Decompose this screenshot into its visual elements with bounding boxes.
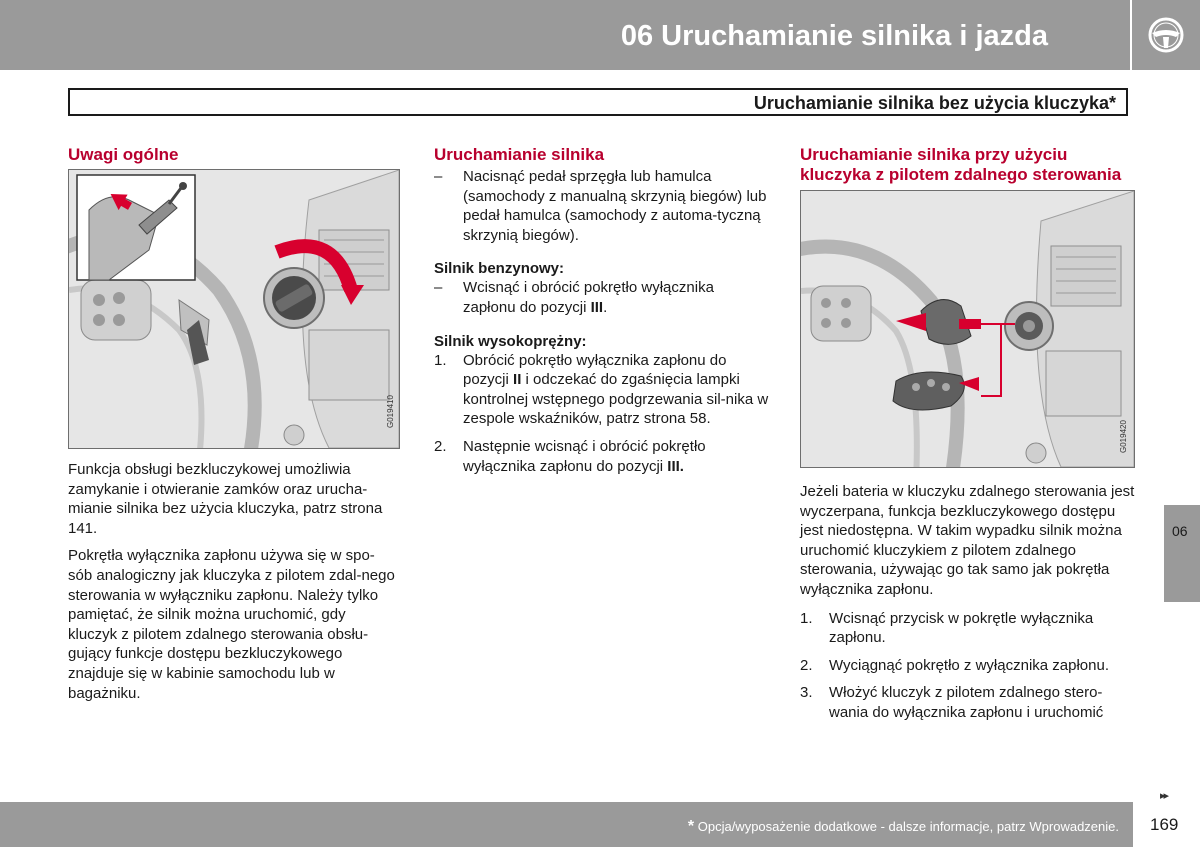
steering-wheel-icon — [1146, 15, 1186, 55]
footer-note — [688, 818, 1119, 836]
step-number: 2. — [434, 437, 447, 455]
step-number: 3. — [800, 684, 813, 702]
chapter-title: 06 Uruchamianie silnika i jazda — [620, 20, 1048, 52]
chapter-side-tab — [1164, 505, 1200, 602]
chapter-icon-box — [1132, 0, 1200, 70]
dash-marker: – — [434, 168, 443, 185]
list-item-text: Następnie wcisnąć i obrócić pokrętło wyłącznika zapłonu do pozycji — [463, 437, 706, 475]
figure-ignition-knob — [68, 169, 400, 449]
list-item-text: Obrócić pokrętło wyłącznika zapłonu do pozycji — [463, 351, 727, 389]
step-number: 2. — [800, 656, 813, 674]
figure-code: G019410 — [386, 395, 395, 428]
chapter-header-bar — [0, 0, 1130, 70]
ignition-knob-illustration — [69, 170, 399, 448]
section-title: Uruchamianie silnika bez użycia kluczyka* — [753, 93, 1116, 113]
chapter-tab-label: 06 — [1172, 523, 1188, 539]
list-item-text-end: i odczekać do zgaśnięcia lampki kontrolnej wstępnego podgrzewania sil-nika w zespole wskaźników, patrz strona 58. — [463, 371, 769, 428]
section-title-box — [68, 88, 1128, 116]
heading-start-with-remote-key: Uruchamianie silnika przy użyciu kluczyka z pilotem zdalnego sterowania — [800, 145, 1122, 184]
paragraph-keyless-intro: Funkcja obsługi bezkluczykowej umożliwia zamykanie i otwieranie zamków oraz urucha-mianie silnika bez użycia kluczyka, patrz strona 141. — [68, 461, 383, 537]
figure-code: G019420 — [1119, 420, 1128, 453]
position-label: II — [513, 371, 522, 389]
step-number: 1. — [800, 609, 813, 627]
position-label: III. — [667, 457, 684, 475]
list-item-text-end: . — [603, 298, 608, 316]
list-item-text: Wcisnąć przycisk w pokrętle wyłącznika zapłonu. — [829, 609, 1094, 647]
paragraph-ignition-knob: Pokrętła wyłącznika zapłonu używa się w spo-sób analogiczny jak kluczyka z pilotem zdal-nego sterowania w wyłączniku zapłonu. Należy tylko pamiętać, że silnik można uruchomić, gdy kluczyk z pilotem zdalnego sterowania obsłu-gujący funkcje dostępu bezkluczykowego znajduje się w kabinie samochodu lub w bagażniku. — [68, 547, 395, 702]
heading-diesel-engine: Silnik wysokoprężny: — [434, 332, 587, 350]
heading-general-notes: Uwagi ogólne — [68, 145, 179, 164]
list-item — [800, 683, 1135, 722]
asterisk-marker: * — [687, 818, 695, 835]
column-engine-start — [434, 145, 769, 476]
list-item — [800, 656, 1135, 676]
step-number: 1. — [434, 351, 447, 369]
heading-engine-start: Uruchamianie silnika — [434, 145, 605, 164]
list-item — [434, 278, 769, 317]
remote-key-illustration — [801, 191, 1134, 467]
list-item — [434, 167, 769, 245]
list-item — [434, 437, 769, 476]
column-start-with-remote-key — [800, 145, 1135, 723]
column-general-notes — [68, 145, 398, 703]
list-item-text: Wyciągnąć pokrętło z wyłącznika zapłonu. — [829, 656, 1109, 674]
dash-marker: – — [434, 279, 443, 297]
continue-marker: ▸▸ — [1160, 790, 1168, 802]
page-number: 169 — [1150, 815, 1179, 834]
list-item-text: Włożyć kluczyk z pilotem zdalnego stero-wania do wyłącznika zapłonu i uruchomić — [829, 684, 1104, 721]
paragraph-empty-battery: Jeżeli bateria w kluczyku zdalnego sterowania jest wyczerpana, funkcja bezkluczykowego dostępu jest niedostępna. W takim wypadku silnik można uruchomić kluczykiem z pilotem zdalnego sterowania, używając go tak samo jak pokrętła wyłącznika zapłonu. — [800, 483, 1135, 598]
continued-next-page-icon — [1160, 786, 1167, 804]
figure-remote-key-ignition — [800, 190, 1135, 468]
footer-note-text: Opcja/wyposażenie dodatkowe - dalsze informacje, patrz Wprowadzenie. — [697, 819, 1119, 834]
list-item — [434, 351, 769, 429]
list-item — [800, 609, 1135, 648]
list-item-text: Wcisnąć i obrócić pokrętło wyłącznika zapłonu do pozycji — [463, 279, 714, 316]
heading-petrol-engine: Silnik benzynowy: — [434, 260, 565, 278]
list-item-text: Nacisnąć pedał sprzęgła lub hamulca (samochody z manualną skrzynią biegów) lub pedał hamulca (samochody z automa-tyczną skrzynią biegów). — [463, 168, 767, 244]
position-label: III — [590, 298, 604, 316]
footer-bar — [0, 802, 1133, 847]
